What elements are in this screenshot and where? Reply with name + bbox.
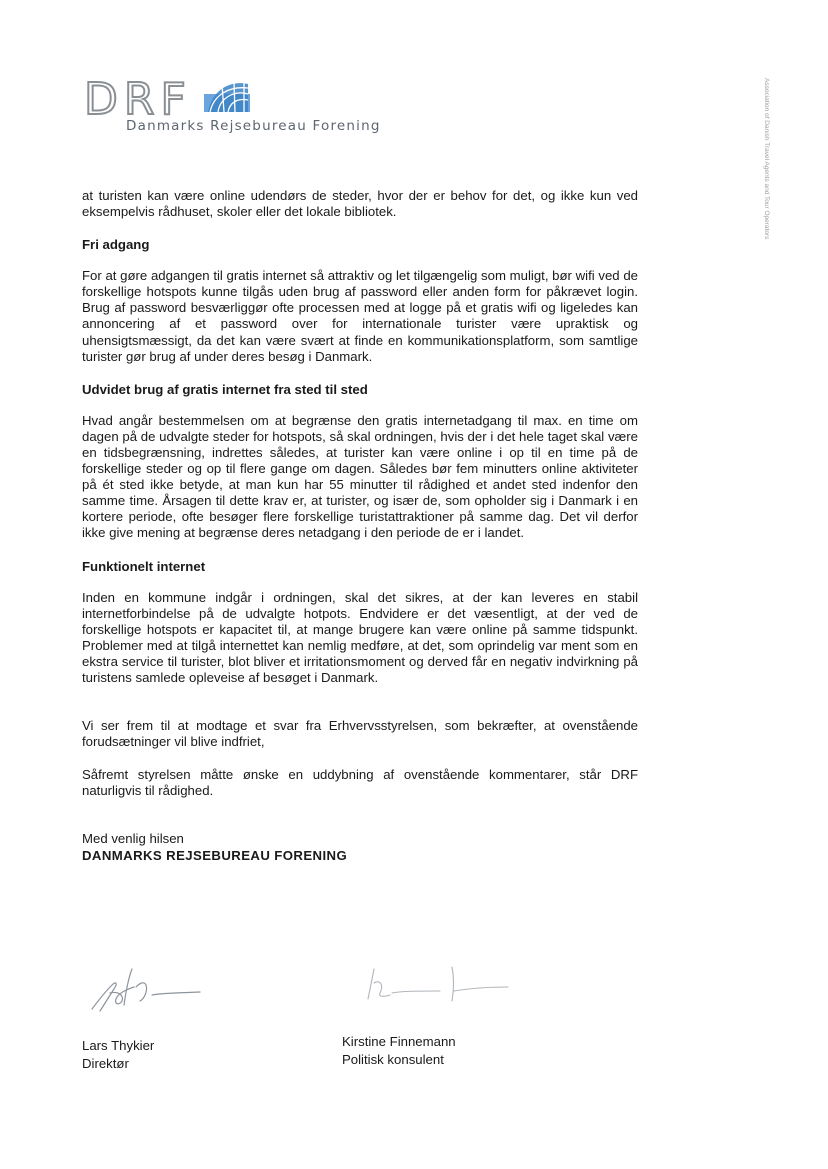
signatory-title: Direktør (82, 1056, 129, 1071)
signatory (342, 1033, 456, 1069)
signature-kirstine (362, 961, 522, 1011)
signatory-name: Lars Thykier (82, 1038, 155, 1053)
logo-wordmark: DRF (84, 74, 192, 125)
letterhead-logo (84, 74, 444, 138)
globe-icon (204, 80, 250, 114)
intro-paragraph: at turisten kan være online udendørs de steder, hvor der er behov for det, og ikke kun ved eksempelvis rådhuset, skoler eller det lokale bibliotek. (82, 188, 638, 220)
section-paragraph: Hvad angår bestemmelsen om at begrænse den gratis internetadgang til max. en time om dagen på de udvalgte steder for hotspots, så skal ordningen, hvis der i det hele taget skal være en tidsbegrænsning, indrettes således, at turister kan være online i op til en time på de forskellige steder og op til flere gange om dagen. Således bør fem minutters online aktiviteter på ét sted ikke betyde, at man kun har 55 minutter til rådighed et andet sted indenfor den samme time. Årsagen til dette krav er, at turister, og især de, som opholder sig i Danmark i en kortere periode, ofte besøger flere forskellige turistattraktioner på samme dag. Det vil derfor ikke give mening at begrænse deres netadgang i den periode de er i landet. (82, 412, 638, 541)
signatory (82, 1037, 154, 1073)
letter-body (82, 188, 638, 864)
section-heading: Funktionelt internet (82, 558, 206, 574)
section-heading: Udvidet brug af gratis internet fra sted til sted (82, 381, 368, 397)
section-paragraph: For at gøre adgangen til gratis internet så attraktiv og let tilgængelig som muligt, bør wifi ved de forskellige hotspots kunne tilgås uden brug af password eller anden form for påkrævet login. Brug af password besværliggør ofte processen med at logge på et gratis wifi og ligeledes kan annoncering af et password over for internationale turister være upraktisk og uhensigtsmæssigt, da det kan være svært at finde en kommunikationsplatform, som samtlige turister gør brug af under deres besøg i Danmark. (82, 268, 638, 364)
closing-paragraph: Såfremt styrelsen måtte ønske en uddybning af ovenstående kommentarer, står DRF naturligvis til rådighed. (82, 767, 638, 799)
closing-paragraph: Vi ser frem til at modtage et svar fra Erhvervsstyrelsen, som bekræfter, at ovenstående forudsætninger vil blive indfriet, (82, 718, 638, 750)
signature-lars (88, 965, 218, 1015)
section-heading: Fri adgang (82, 237, 150, 253)
section-paragraph: Inden en kommune indgår i ordningen, skal det sikres, at der kan leveres en stabil internetforbindelse på de udvalgte hotpots. Endvidere er det væsentligt, at der ved de forskellige hotspots er kapacitet til, at mange brugere kan være online på samme tidspunkt. Problemer med at tilgå internettet kan nemlig medføre, at det, som oprindelig var ment som en ekstra service til turister, blot bliver et irritationsmoment og derved får en negativ indvirkning på turistens samlede opleveise af besøget i Danmark. (82, 589, 638, 685)
org-name: Danmarks Rejsebureau Forening (126, 118, 381, 134)
side-tagline: Association of Danish Travel Agents and Tour Operators (763, 78, 770, 240)
signatory-title: Politisk konsulent (342, 1052, 444, 1067)
signature-area (82, 965, 638, 1035)
greeting: Med venlig hilsen (82, 831, 184, 847)
org-caps: DANMARKS REJSEBUREAU FORENING (82, 847, 348, 863)
signatory-name: Kirstine Finnemann (342, 1034, 456, 1049)
